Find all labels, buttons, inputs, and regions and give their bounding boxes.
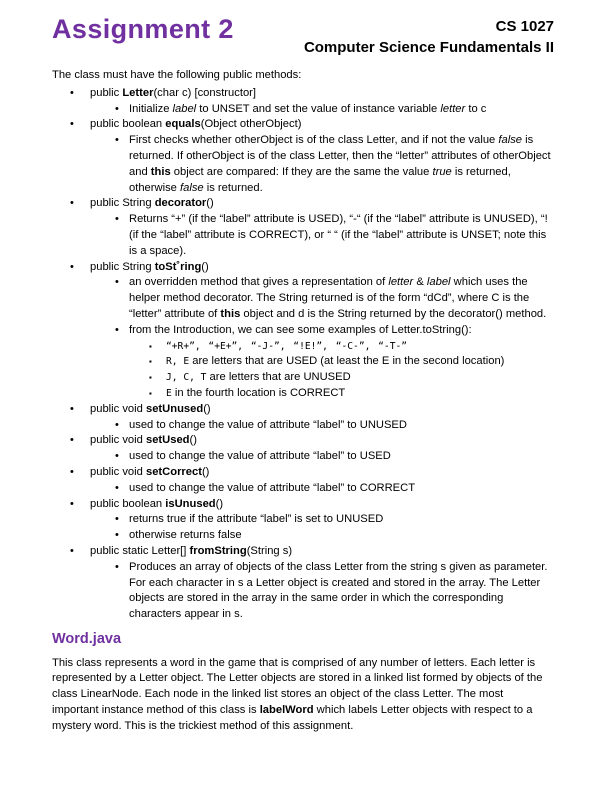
method-description: • Returns “+” (if the “label” attribute is USED), “-“ (if the “label” attribute is UNUSED), “!(if the “label” attribute is CORRECT), or “ “ (if the “label” attribute is UNSET; note this is a space). — [52, 212, 552, 259]
word-description: This class represents a word in the game that is comprised of any number of letters. Each letter is represented by a Letter object. The Letter objects are stored in a linked list formed by objects of the class LinearNode. Each node in the linked list stores an object of the class Letter. The most important instance method of this class is labelWord which labels Letter objects with respect to a mystery word. This is the trickiest method of this assignment. — [52, 656, 543, 732]
method-tostring — [52, 260, 552, 276]
method-isunused — [52, 497, 552, 513]
method-params: () — [201, 465, 210, 478]
method-description: • used to change the value of attribute “label” to CORRECT — [52, 481, 552, 497]
method-description: • returns true if the attribute “label” is set to UNUSED — [52, 512, 552, 528]
page-title: Assignment 2 — [52, 14, 234, 44]
method-setcorrect — [52, 465, 552, 481]
method-name: setCorrect — [145, 465, 202, 478]
course-name: Computer Science Fundamentals II — [303, 39, 554, 56]
method-modifiers: public static Letter[] — [90, 544, 190, 557]
method-description: • Produces an array of objects of the class Letter from the string s given as parameter. For each character in s a Letter object is created and stored in the array. The Letter objects are stored in the array in the same order in which the corresponding characters appear in s. — [52, 560, 552, 623]
example-item: ▪ R, E are letters that are USED (at least the E in the second location) — [52, 354, 552, 370]
method-description: • an overridden method that gives a representation of letter & label which uses the helper method decorator. The String returned is of the form “dCd”, where C is the “letter” attribute of this object and d is the String returned by the decorator() method. — [52, 275, 552, 322]
method-name: isUnused — [165, 497, 216, 510]
method-name: fromString — [189, 544, 247, 557]
method-fromstring — [52, 544, 552, 560]
example-item: ▪ E in the fourth location is CORRECT — [52, 386, 552, 402]
method-description: • First checks whether otherObject is of the class Letter, and if not the value false is returned. If otherObject is of the class Letter, then the “letter” attributes of otherObject and this object are compared: If they are the same the value true is returned, otherwise false is returned. — [52, 133, 552, 196]
method-name: toSt˚ring — [154, 260, 202, 273]
method-params: () — [206, 197, 214, 210]
method-description: • used to change the value of attribute “label” to USED — [52, 449, 552, 465]
method-setused — [52, 433, 552, 449]
method-params: (Object otherObject) — [200, 118, 302, 131]
method-name: decorator — [154, 197, 207, 210]
method-params: () — [215, 497, 224, 510]
method-description: • from the Introduction, we can see some examples of Letter.toString(): — [52, 323, 552, 339]
method-modifiers: public — [90, 86, 123, 99]
method-modifiers: public boolean — [90, 118, 166, 131]
method-modifiers: public void — [90, 465, 146, 478]
method-params: (char c) [constructor] — [153, 86, 257, 99]
method-params: () — [201, 260, 209, 273]
course-code: CS 1027 — [495, 18, 554, 35]
method-modifiers: public void — [90, 434, 146, 447]
method-decorator — [52, 196, 552, 212]
method-description: • Initialize label to UNSET and set the value of instance variable letter to c — [52, 102, 552, 118]
example-item: ▪ J, C, T are letters that are UNUSED — [52, 370, 552, 386]
example-list: ▪ “+R+”, “+E+”, “-J-”, “!E!”, “-C-”, “-T-” — [52, 339, 552, 355]
method-modifiers: public String — [90, 260, 155, 273]
method-modifiers: public String — [90, 197, 155, 210]
method-equals — [52, 117, 552, 133]
course-header — [304, 16, 554, 58]
method-params: () — [203, 402, 211, 415]
method-name: equals — [165, 118, 201, 131]
method-description: • used to change the value of attribute “label” to UNUSED — [52, 418, 552, 434]
method-params: () — [189, 434, 197, 447]
method-modifiers: public boolean — [90, 497, 166, 510]
method-name: Letter — [122, 86, 154, 99]
method-modifiers: public void — [90, 402, 146, 415]
method-name: setUsed — [145, 434, 190, 447]
method-name: setUnused — [145, 402, 204, 415]
method-description: • otherwise returns false — [52, 528, 552, 544]
method-params: (String s) — [246, 544, 293, 557]
intro-text: The class must have the following public methods: — [52, 69, 302, 81]
section-heading-word: Word.java — [52, 630, 122, 647]
document-body — [52, 68, 552, 735]
method-constructor — [52, 86, 552, 102]
method-setunused — [52, 402, 552, 418]
